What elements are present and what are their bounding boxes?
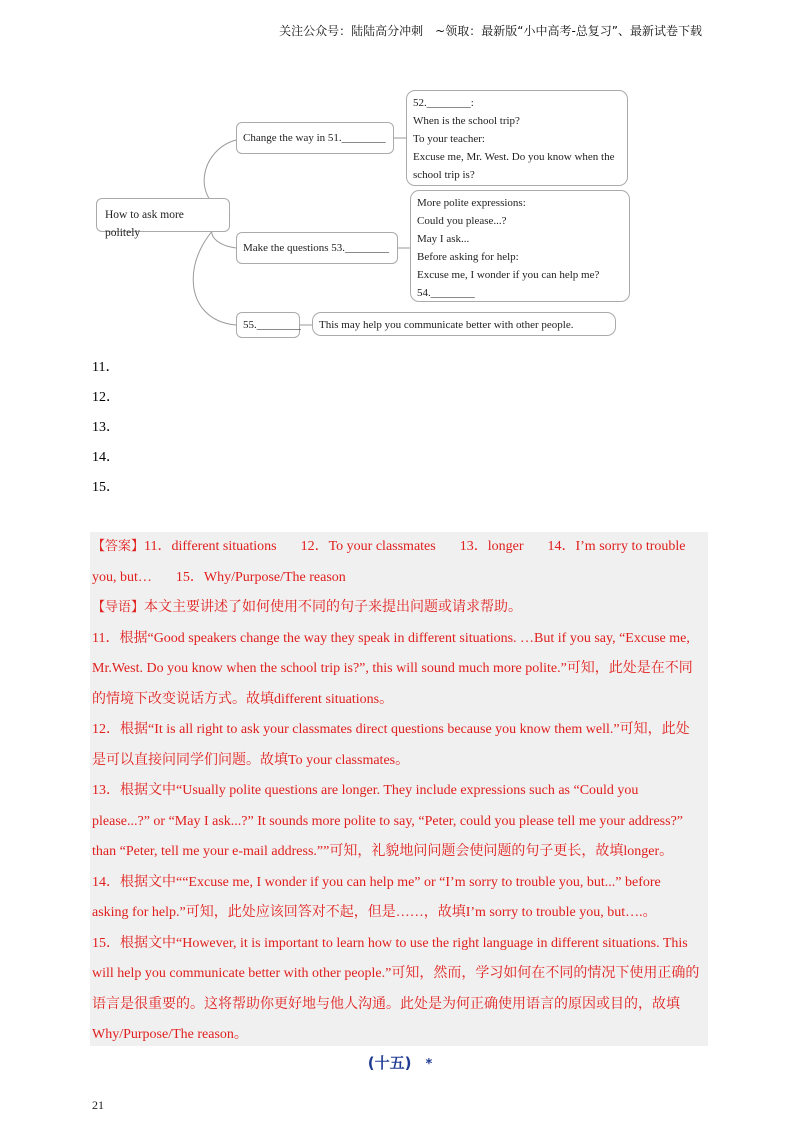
page-number: 21 [92,1098,104,1112]
explanation-line: 语言是很重要的。这将帮助你更好地与他人沟通。此处是为何正确使用语言的原因或目的，故填 [92,996,680,1012]
explanation-line: 12．根据“It is all right to ask your classmates direct questions because you know them well.”可知，此处 [92,722,690,737]
detail-box-55: This may help you communicate better with other people. [312,312,616,336]
detail-line: Excuse me, Mr. West. Do you know when the [413,151,615,163]
branch-55: 55.________ [236,312,300,338]
question-number: 12． [92,390,120,405]
answer-line-2 [92,563,706,594]
branch-53: Make the questions 53.________ [236,232,398,264]
header-right: ~领取：最新版“小中高考-总复习”、最新试卷下载 [435,24,702,38]
detail-line: To your teacher: [413,133,485,145]
guide-text: 本文主要讲述了如何使用不同的句子来提出问题或请求帮助。 [144,600,523,615]
branch-51: Change the way in 51.________ [236,122,394,154]
detail-line: 54.________ [417,287,475,299]
header-left: 关注公众号：陆陆高分冲刺 [279,24,424,38]
explanation-line: asking for help.”可知，此处应该回答对不起，但是……，故填I’m sorry to trouble you, but….。 [92,905,657,920]
detail-line: Excuse me, I wonder if you can help me? [417,269,600,281]
explanation-line: 15．根据文中“However, it is important to learn how to use the right language in different situations. This [92,935,688,951]
question-number: 14． [92,450,120,465]
answer-11: 11．different situations [144,539,277,554]
detail-line: school trip is? [413,169,475,181]
detail-line: When is the school trip? [413,115,520,127]
answer-14: 14．I’m sorry to trouble [547,539,686,554]
explanation-line: than “Peter, tell me your e-mail address.””可知，礼貌地问问题会使问题的句子更长，故填longer。 [92,844,674,859]
explanation-line: 11．根据“Good speakers change the way they speak in different situations. …But if you say, “Excuse me, [92,630,690,646]
mind-map-connectors [0,0,800,360]
detail-line: May I ask... [417,233,470,245]
section-title: (十五) [367,1054,412,1072]
question-number: 13． [92,420,120,435]
explanation-line: 是可以直接问同学们问题。故填To your classmates。 [92,752,410,768]
detail-line: Could you please...? [417,215,507,227]
section-mark [0,1052,800,1073]
detail-box-54 [410,190,630,302]
guide-line [92,593,706,624]
question-number: 11． [92,360,120,375]
detail-line: More polite expressions: [417,197,526,209]
explanation-line: 13．根据文中“Usually polite questions are longer. They include expressions such as “Could you [92,783,639,798]
answer-12: 12．To your classmates [300,539,436,554]
explanation-line: 的情境下改变说话方式。故填different situations。 [92,691,394,707]
answer-block [90,532,708,1046]
answer-14-cont: you, but… [92,569,152,585]
star-icon: * [425,1057,433,1072]
explanation-line: Why/Purpose/The reason。 [92,1027,248,1042]
question-number: 15． [92,480,120,495]
answer-13: 13．longer [459,539,524,554]
answer-line-1 [92,532,706,563]
question-numbers [92,360,120,510]
explanation-line: Mr.West. Do you know when the school trip is?”, this will sound much more polite.”可知，此处是在不同 [92,661,693,676]
guide-tag: 【导语】 [92,600,145,615]
mind-map [0,0,800,360]
detail-box-52 [406,90,628,186]
detail-line: Before asking for help: [417,251,519,263]
explanation-line: please...?” or “May I ask...?” It sounds more polite to say, “Peter, could you please tell me your address?” [92,813,684,829]
mind-map-root: How to ask more politely [96,198,230,232]
answer-15: 15．Why/Purpose/The reason [175,569,346,585]
explanation-line: will help you communicate better with other people.”可知，然而，学习如何在不同的情况下使用正确的 [92,966,700,981]
answer-tag: 【答案】 [92,539,145,554]
detail-line: 52.________: [413,97,474,109]
explanation-line: 14．根据文中““Excuse me, I wonder if you can help me” or “I’m sorry to trouble you, but...” before [92,874,661,890]
